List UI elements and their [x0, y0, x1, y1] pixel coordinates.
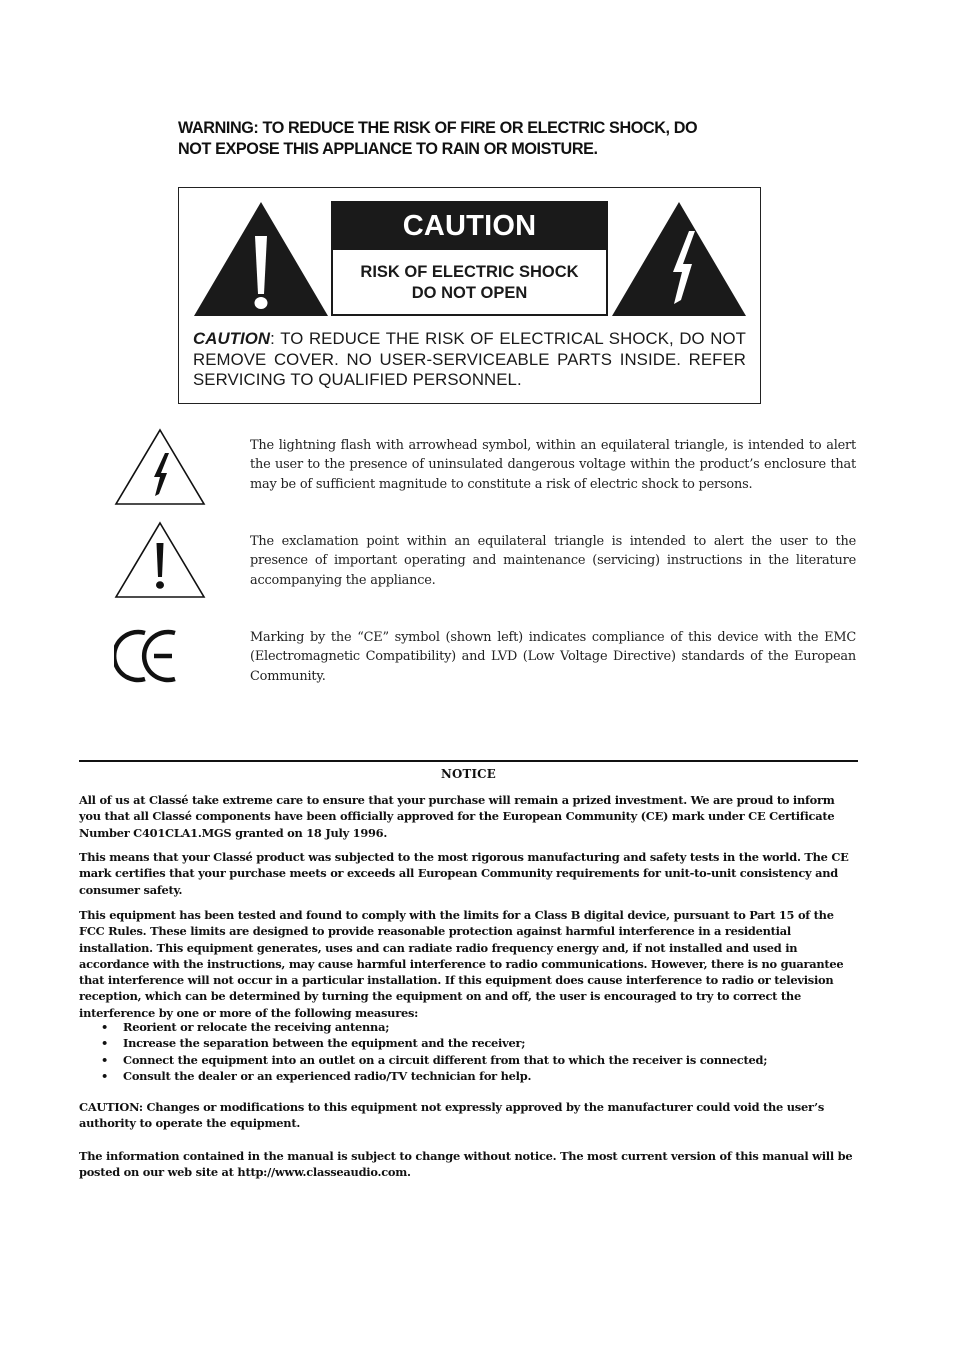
- exclamation-triangle-icon: [114, 521, 206, 599]
- list-item: • Increase the separation between the equipment and the receiver;: [79, 1035, 860, 1051]
- warning-line-2: NOT EXPOSE THIS APPLIANCE TO RAIN OR MOISTURE.: [178, 140, 598, 158]
- caution-sub-line-2: DO NOT OPEN: [411, 284, 528, 302]
- list-item: • Connect the equipment into an outlet on a circuit different from that to which the receiver is connected;: [79, 1052, 860, 1068]
- caution-body: : TO REDUCE THE RISK OF ELECTRICAL SHOCK, DO NOT REMOVE COVER. NO USER-SERVICEABLE PARTS INSIDE. REFER SERVICING TO QUALIFIED PERSONNEL.: [193, 329, 746, 389]
- exclamation-warning-icon: [192, 200, 330, 318]
- notice-title: NOTICE: [441, 767, 496, 781]
- list-item: • Consult the dealer or an experienced radio/TV technician for help.: [79, 1068, 860, 1084]
- caution-sub-line-1: RISK OF ELECTRIC SHOCK: [360, 263, 579, 281]
- notice-measures-list: [79, 1019, 860, 1084]
- notice-paragraph-5: The information contained in the manual is subject to change without notice. The most current version of this manual will be posted on our web site at http://www.classeaudio.com.: [79, 1149, 853, 1180]
- notice-divider: [79, 760, 858, 762]
- lightning-warning-icon: [610, 200, 748, 318]
- list-item: • Reorient or relocate the receiving antenna;: [79, 1019, 860, 1035]
- caution-statement: [193, 329, 746, 391]
- caution-header: CAUTION: [333, 203, 606, 250]
- notice-paragraph-1: All of us at Classé take extreme care to ensure that your purchase will remain a prized investment. We are proud to inform you that all Classé components have been officially approved for the European Community (CE) mark under CE Certificate Number C401CLA1.MGS granted on 18 July 1996.: [79, 793, 835, 840]
- lightning-triangle-icon: [114, 428, 206, 506]
- caution-subtitle: [333, 250, 606, 304]
- notice-paragraph-4: CAUTION: Changes or modifications to this equipment not expressly approved by the manufacturer could void the user’s authority to operate the equipment.: [79, 1100, 825, 1131]
- caution-lead: CAUTION: [193, 329, 271, 348]
- notice-paragraph-2: This means that your Classé product was subjected to the most rigorous manufacturing and safety tests in the world. The CE mark certifies that your purchase meets or exceeds all European Community requirements for unit-to-unit consistency and consumer safety.: [79, 850, 849, 897]
- caution-box: [178, 187, 761, 404]
- lightning-description: The lightning flash with arrowhead symbol, within an equilateral triangle, is intended to alert the user to the presence of uninsulated dangerous voltage within the product’s enclosure that may be of sufficient magnitude to constitute a risk of electric shock to persons.: [250, 438, 856, 492]
- ce-description: Marking by the “CE” symbol (shown left) indicates compliance of this device with the EMC (Electromagnetic Compatibility) and LVD (Low Voltage Directive) standards of the European Community.: [250, 630, 856, 684]
- notice-paragraph-3: This equipment has been tested and found to comply with the limits for a Class B digital device, pursuant to Part 15 of the FCC Rules. These limits are designed to provide reasonable protection against harmful interference in a residential installation. This equipment generates, uses and can radiate radio frequency energy and, if not installed and used in accordance with the instructions, may cause harmful interference to radio communications. However, there is no guarantee that interference will not occur in a particular installation. If this equipment does cause interference to radio or television reception, which can be determined by turning the equipment on and off, the user is encouraged to try to correct the interference by one or more of the following measures:: [79, 908, 844, 1020]
- warning-line-1: WARNING: TO REDUCE THE RISK OF FIRE OR ELECTRIC SHOCK, DO: [178, 119, 698, 137]
- ce-mark-icon: [114, 628, 184, 684]
- warning-heading: [178, 118, 778, 160]
- caution-label: [331, 201, 608, 316]
- exclamation-description: The exclamation point within an equilateral triangle is intended to alert the user to the presence of important operating and maintenance (servicing) instructions in the literature accompanying the appliance.: [250, 534, 856, 588]
